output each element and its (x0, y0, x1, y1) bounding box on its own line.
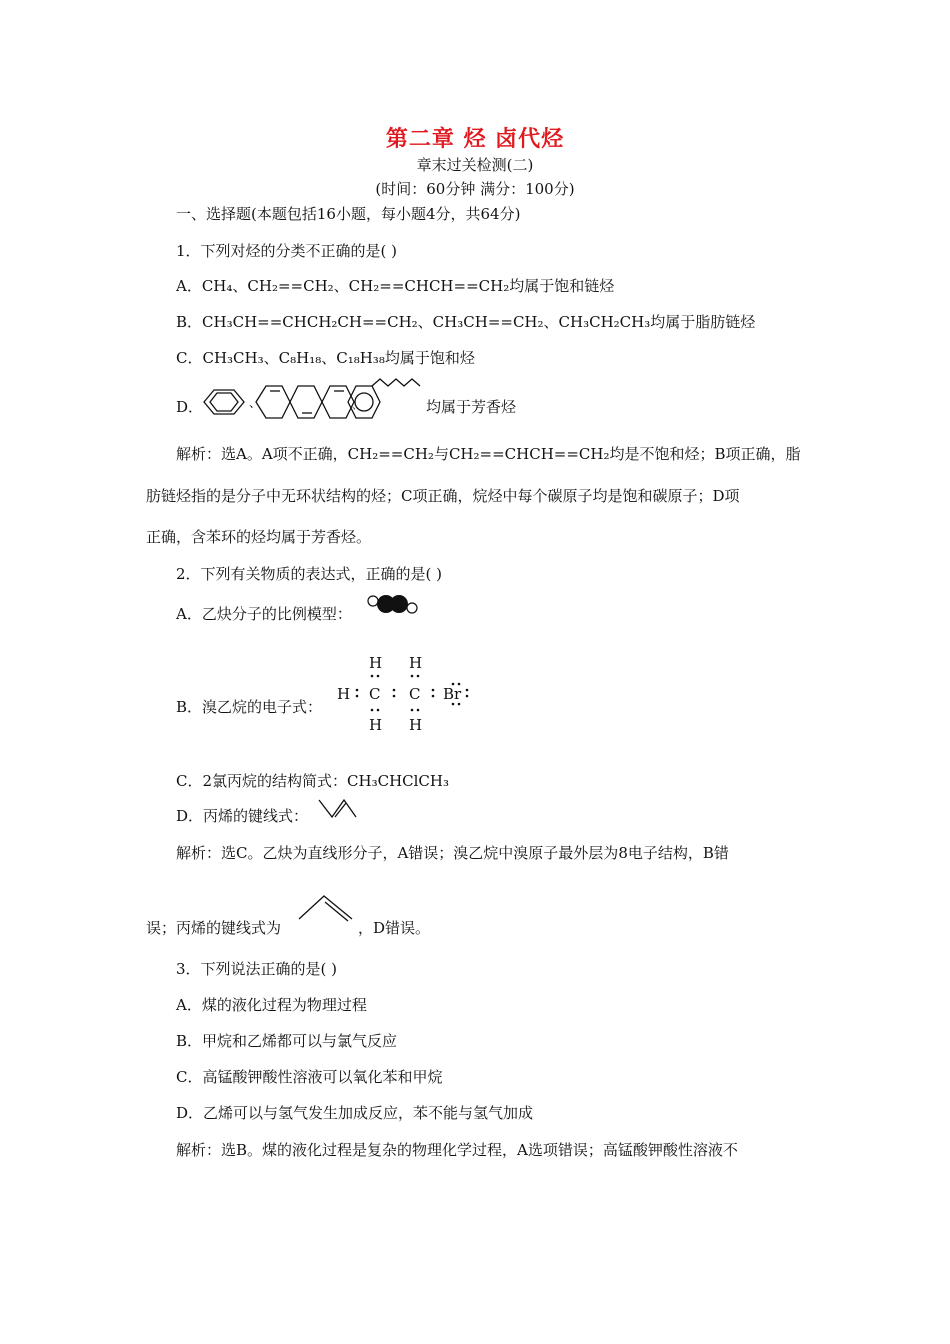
svg-text:、: 、 (352, 401, 362, 412)
atom-br: Br (443, 685, 462, 703)
q2-option-c: C．2氯丙烷的结构简式：CH₃CHClCH₃ (176, 772, 449, 790)
q1-option-a: A．CH₄、CH₂==CH₂、CH₂==CHCH==CH₂均属于饱和链烃 (176, 277, 615, 295)
q2-stem: 2．下列有关物质的表达式，正确的是( ) (176, 565, 443, 583)
electron-pair-dots (330, 650, 470, 740)
q1-option-d-suffix: 均属于芳香烃 (426, 398, 517, 416)
section-heading: 一、选择题(本题包括16小题，每小题4分，共64分) (176, 205, 521, 223)
atom-h-left: H (337, 685, 351, 703)
propene-skeletal-formula-answer (298, 893, 356, 921)
q2-explanation-line-2a: 误；丙烯的键线式为 (146, 919, 282, 937)
q1-option-b: B．CH₃CH==CHCH₂CH==CH₂、CH₃CH==CH₂、CH₃CH₂CH₃均属于脂肪链烃 (176, 313, 756, 331)
q1-explanation-line-3: 正确，含苯环的烃均属于芳香烃。 (146, 528, 372, 546)
q1-option-d-prefix: D． (176, 398, 204, 416)
q1-stem: 1．下列对烃的分类不正确的是( ) (176, 242, 398, 260)
propene-skeletal-formula-option (318, 798, 358, 820)
atom-h-top-left: H (369, 654, 383, 672)
acetylene-space-filling-model (366, 592, 420, 616)
atom-h-bottom-right: H (409, 716, 423, 734)
chapter-title: 第二章 烃 卤代烃 (385, 126, 565, 152)
q3-option-c: C．高锰酸钾酸性溶液可以氧化苯和甲烷 (176, 1068, 443, 1086)
q2-explanation-line-2b: ，D错误。 (358, 919, 431, 937)
q3-option-d: D．乙烯可以与氢气发生加成反应，苯不能与氢气加成 (176, 1104, 534, 1122)
q2-option-b: B．溴乙烷的电子式： (176, 698, 323, 716)
q3-stem: 3．下列说法正确的是( ) (176, 960, 338, 978)
alkyl-chain (372, 379, 420, 386)
q1-explanation-line-1: 解析：选A。A项不正确，CH₂==CH₂与CH₂==CHCH==CH₂均是不饱和烃；B项正确，脂 (176, 445, 801, 463)
q1-option-c: C．CH₃CH₃、C₈H₁₈、C₁₈H₃₈均属于饱和烃 (176, 349, 475, 367)
aromatic-structures-figure (200, 378, 426, 420)
q2-option-a: A．乙炔分子的比例模型： (176, 605, 352, 623)
q3-option-a: A．煤的液化过程为物理过程 (176, 996, 367, 1014)
q1-explanation-line-2: 肪链烃指的是分子中无环状结构的烃；C项正确，烷烃中每个碳原子均是饱和碳原子；D项 (146, 487, 740, 505)
q2-option-d: D．丙烯的键线式： (176, 807, 309, 825)
test-subtitle: 章末过关检测(二) (416, 156, 534, 174)
q3-option-b: B．甲烷和乙烯都可以与氯气反应 (176, 1032, 398, 1050)
q3-explanation-line-1: 解析：选B。煤的液化过程是复杂的物理化学过程，A选项错误；高锰酸钾酸性溶液不 (176, 1141, 738, 1159)
test-meta: (时间：60分钟 满分：100分) (375, 180, 575, 198)
atom-c-right: C (409, 685, 421, 703)
svg-text:、: 、 (249, 396, 262, 410)
q2-explanation-line-1: 解析：选C。乙炔为直线形分子，A错误；溴乙烷中溴原子最外层为8电子结构，B错 (176, 844, 729, 862)
atom-h-bottom-left: H (369, 716, 383, 734)
atom-h-top-right: H (409, 654, 423, 672)
atom-c-left: C (369, 685, 381, 703)
